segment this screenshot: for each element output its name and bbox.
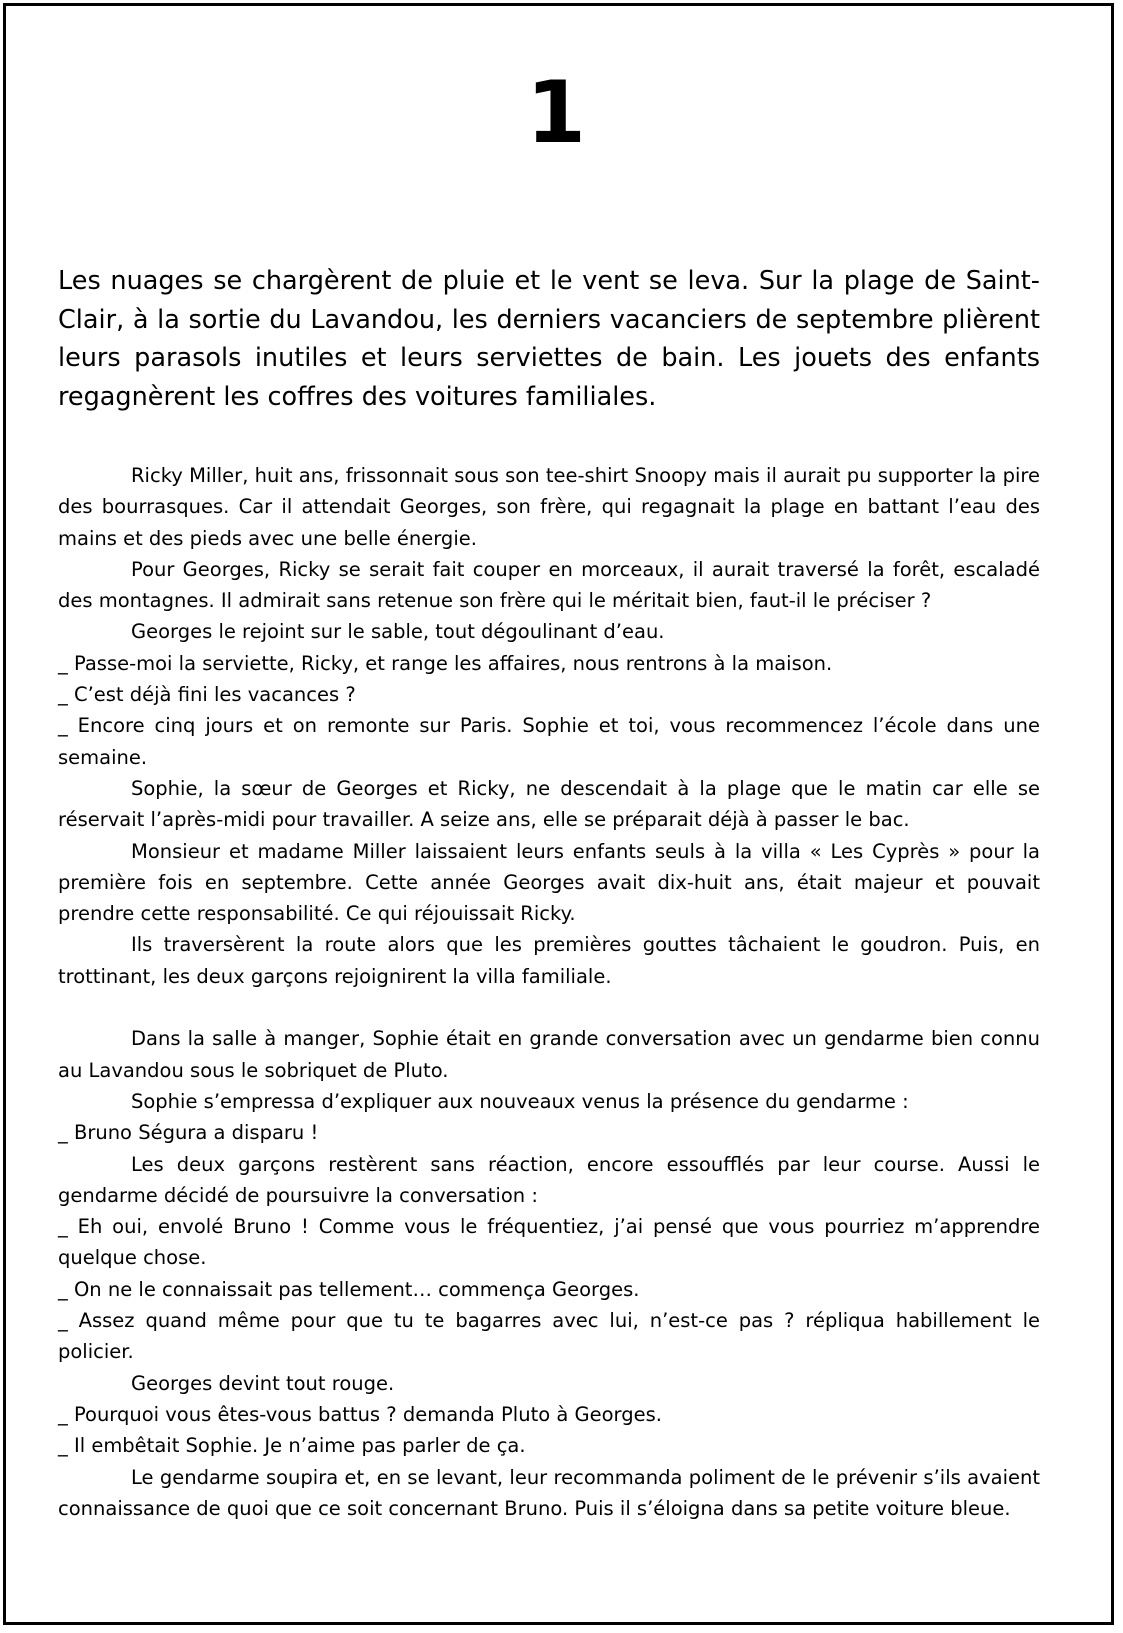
paragraph: Georges devint tout rouge.	[131, 1371, 395, 1395]
dialogue-line: _ Eh oui, envolé Bruno ! Comme vous le fréquentiez, j’ai pensé que vous pourriez m’apprendre quelque chose.	[58, 1215, 1040, 1270]
paragraph: Ricky Miller, huit ans, frissonnait sous son tee-shirt Snoopy mais il aurait pu supporter la pire des bourrasques. Car il attendait Georges, son frère, qui regagnait la plage en battant l’eau des mains et des pieds avec une belle énergie.	[58, 464, 1040, 550]
dialogue-line: _ Bruno Ségura a disparu !	[58, 1121, 319, 1145]
dialogue-line: _ On ne le connaissait pas tellement… commença Georges.	[58, 1277, 640, 1301]
paragraph: Sophie, la sœur de Georges et Ricky, ne descendait à la plage que le matin car elle se réservait l’après-midi pour travailler. A seize ans, elle se préparait déjà à passer le bac.	[58, 776, 1040, 832]
paragraph: Les deux garçons restèrent sans réaction, encore essoufflés par leur course. Aussi le gendarme décidé de poursuivre la conversation :	[58, 1152, 1040, 1207]
chapter-number: 1	[526, 63, 584, 163]
dialogue-line: _ C’est déjà fini les vacances ?	[58, 683, 356, 707]
chapter-body	[58, 460, 1040, 1524]
intro-paragraph: Les nuages se chargèrent de pluie et le vent se leva. Sur la plage de Saint-Clair, à la sortie du Lavandou, les derniers vacanciers de septembre plièrent leurs parasols inutiles et leurs serviettes de bain. Les jouets des enfants regagnèrent les coffres des voitures familiales.	[58, 266, 1040, 412]
paragraph: Le gendarme soupira et, en se levant, leur recommanda poliment de le prévenir s’ils avaient connaissance de quoi que ce soit concernant Bruno. Puis il s’éloigna dans sa petite voiture bleue.	[58, 1465, 1040, 1520]
paragraph: Sophie s’empressa d’expliquer aux nouveaux venus la présence du gendarme :	[131, 1089, 909, 1113]
dialogue-line: _ Assez quand même pour que tu te bagarres avec lui, n’est-ce pas ? répliqua habillement le policier.	[58, 1309, 1040, 1364]
paragraph: Georges le rejoint sur le sable, tout dégoulinant d’eau.	[131, 620, 665, 644]
section-break	[58, 992, 1040, 1023]
dialogue-line: _ Encore cinq jours et on remonte sur Paris. Sophie et toi, vous recommencez l’école dans une semaine.	[58, 714, 1040, 769]
paragraph: Monsieur et madame Miller laissaient leurs enfants seuls à la villa « Les Cyprès » pour la première fois en septembre. Cette année Georges avait dix-huit ans, était majeur et pouvait prendre cette responsabilité. Ce qui réjouissait Ricky.	[58, 839, 1040, 926]
dialogue-line: _ Il embêtait Sophie. Je n’aime pas parler de ça.	[58, 1434, 526, 1458]
dialogue-line: _ Pourquoi vous êtes-vous battus ? demanda Pluto à Georges.	[58, 1402, 662, 1426]
dialogue-line: _ Passe-moi la serviette, Ricky, et range les affaires, nous rentrons à la maison.	[58, 651, 833, 675]
paragraph: Ils traversèrent la route alors que les premières gouttes tâchaient le goudron. Puis, en trottinant, les deux garçons rejoignirent la villa familiale.	[58, 933, 1040, 988]
paragraph: Pour Georges, Ricky se serait fait couper en morceaux, il aurait traversé la forêt, escaladé des montagnes. Il admirait sans retenue son frère qui le méritait bien, faut-il le préciser ?	[58, 557, 1040, 613]
paragraph: Dans la salle à manger, Sophie était en grande conversation avec un gendarme bien connu au Lavandou sous le sobriquet de Pluto.	[58, 1027, 1040, 1082]
